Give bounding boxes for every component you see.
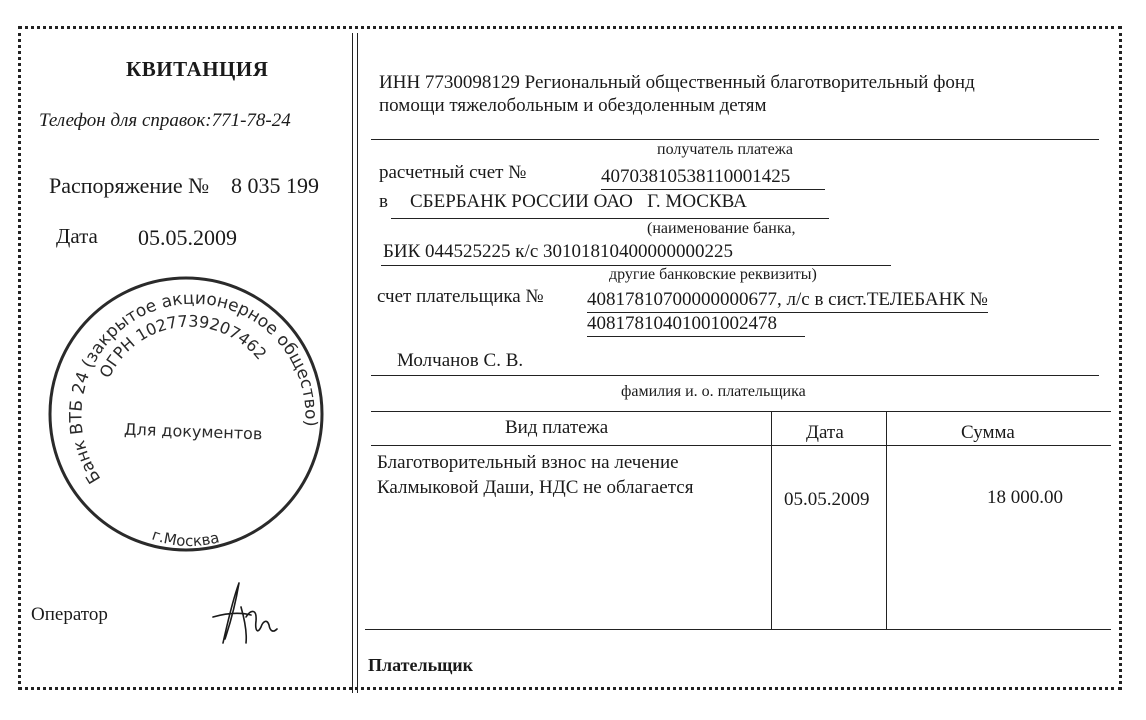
payer-name-underline — [371, 375, 1099, 376]
payment-type-line-2: Калмыковой Даши, НДС не облагается — [377, 477, 694, 498]
table-top-border — [371, 411, 1111, 412]
payer-account-label: счет плательщика № — [377, 286, 544, 307]
operator-label: Оператор — [31, 604, 108, 625]
account-number: 40703810538110001425 — [601, 166, 825, 190]
table-col-divider-2 — [886, 411, 887, 629]
bank-stamp — [41, 269, 331, 559]
payer-name: Молчанов С. В. — [397, 350, 524, 371]
receipt-divider — [352, 33, 358, 693]
date-label: Дата — [56, 224, 98, 248]
bank-name: СБЕРБАНК РОССИИ ОАО Г. МОСКВА — [410, 191, 747, 212]
payer-signature-label: Плательщик — [368, 655, 474, 675]
stamp-ogrn-text: ОГРН 1027739207462 — [95, 311, 271, 381]
table-header-border — [371, 445, 1111, 446]
recipient-line-1: ИНН 7730098129 Региональный общественный благотворительный фонд — [379, 72, 975, 93]
date-value: 05.05.2009 — [138, 225, 237, 250]
header-amount: Сумма — [961, 422, 1015, 443]
payer-account-line-2: 40817810401001002478 — [587, 313, 805, 337]
header-payment-type: Вид платежа — [505, 417, 609, 438]
stamp-city-text: г.Москва — [149, 525, 221, 551]
account-label: расчетный счет № — [379, 162, 527, 183]
payment-date: 05.05.2009 — [784, 489, 870, 510]
payment-receipt — [18, 26, 1122, 690]
bank-caption: (наименование банка, — [647, 220, 796, 237]
stamp-outer-text: Банк ВТБ 24 (закрытое акционерное общество) — [66, 288, 321, 487]
other-requisites-caption: другие банковские реквизиты) — [609, 266, 817, 283]
recipient-caption: получатель платежа — [657, 141, 793, 158]
order-label: Распоряжение № — [49, 173, 210, 198]
payment-amount: 18 000.00 — [987, 487, 1063, 508]
table-col-divider-1 — [771, 411, 772, 629]
phone-info: Телефон для справок:771-78-24 — [39, 110, 291, 131]
stamp-center-text: Для документов — [123, 419, 263, 444]
bank-underline — [391, 218, 829, 219]
header-date: Дата — [806, 422, 844, 443]
receipt-title: КВИТАНЦИЯ — [126, 57, 269, 81]
table-bottom-border — [365, 629, 1111, 630]
recipient-name — [379, 71, 1099, 117]
payer-account-line-1: 40817810700000000677, л/с в сист.ТЕЛЕБАНК № — [587, 289, 988, 313]
payment-type-line-1: Благотворительный взнос на лечение — [377, 452, 679, 473]
operator-signature — [209, 577, 279, 649]
payer-caption: фамилия и. о. плательщика — [621, 383, 806, 400]
recipient-line-2: помощи тяжелобольным и обездоленным детям — [379, 95, 767, 116]
recipient-underline — [371, 139, 1099, 140]
bik-line: БИК 044525225 к/с 30101810400000000225 — [383, 241, 733, 262]
bank-prefix: в — [379, 191, 388, 212]
order-number: 8 035 199 — [231, 173, 319, 198]
